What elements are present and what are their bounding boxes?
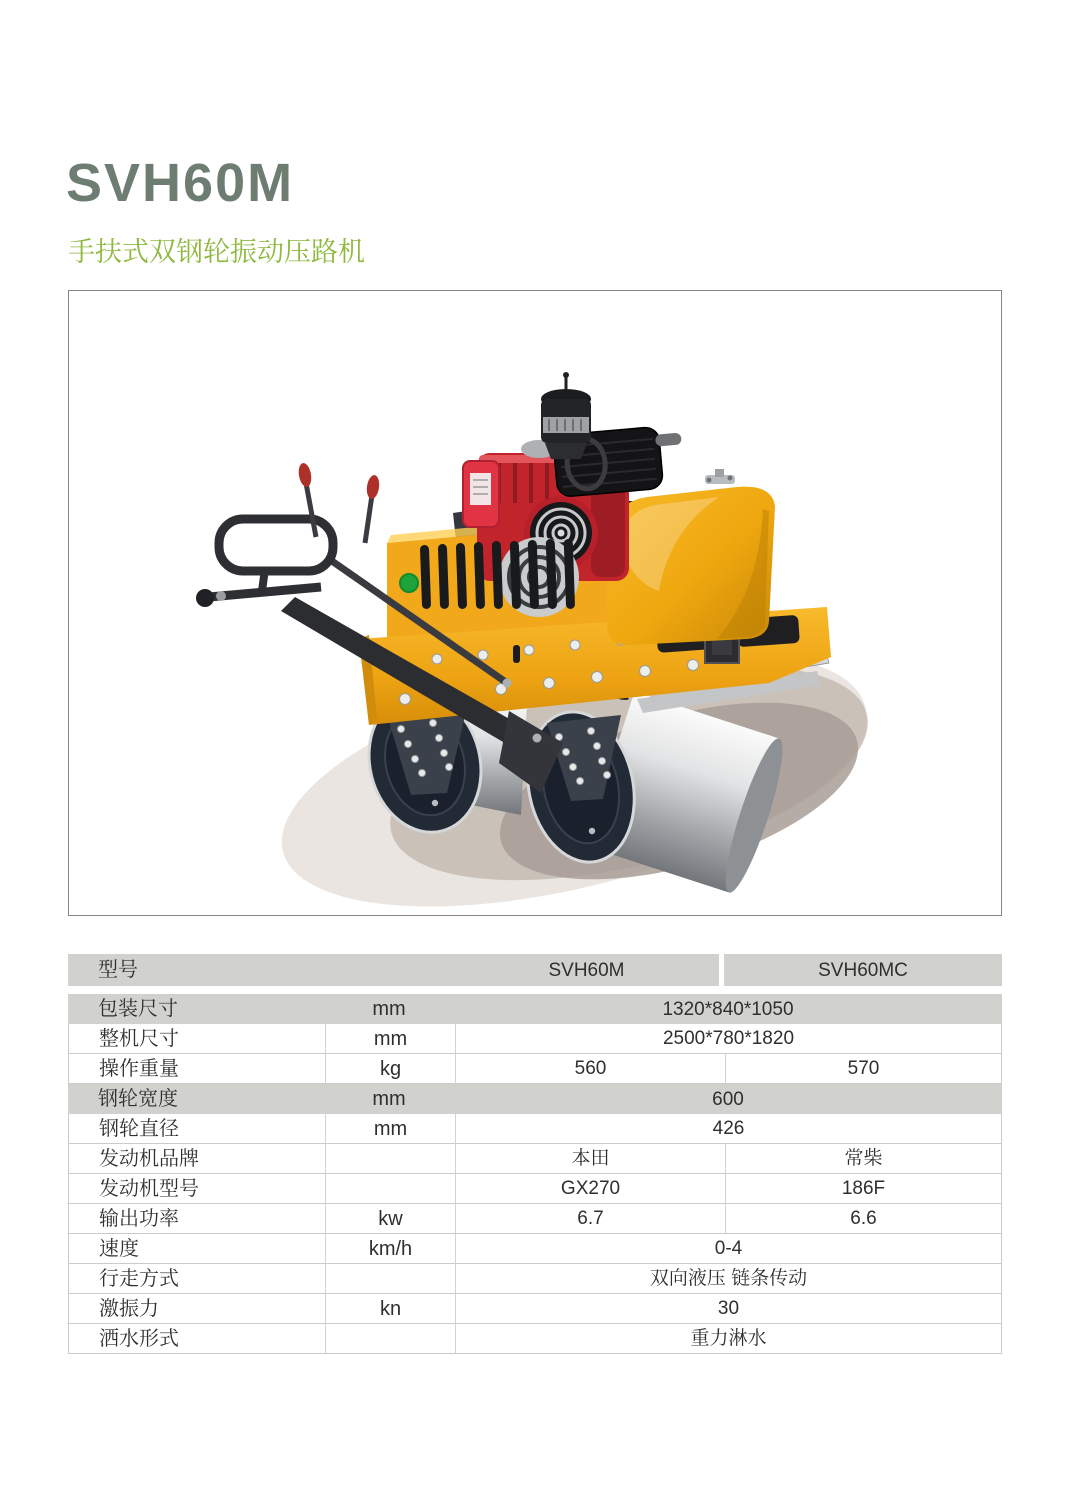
tank-fitting [705, 469, 735, 484]
spec-label: 洒水形式 [99, 1327, 179, 1350]
engine-side-tank [463, 461, 499, 527]
spec-label: 输出功率 [99, 1207, 179, 1230]
spec-label: 钢轮宽度 [98, 1088, 178, 1110]
spec-row-engine-brand [68, 1144, 1002, 1174]
spec-unit: mm [372, 998, 406, 1020]
spec-unit: kn [325, 1294, 455, 1323]
spec-label: 型号 [98, 959, 138, 981]
spec-unit: km/h [325, 1234, 455, 1263]
spec-label: 包装尺寸 [98, 998, 178, 1020]
page-title: SVH60M [66, 153, 295, 213]
spec-row-travel-mode [68, 1264, 1002, 1294]
spec-unit [325, 1144, 455, 1173]
spec-row-overall-size [68, 1024, 1002, 1054]
spec-label: 激振力 [99, 1297, 159, 1320]
spec-unit [325, 1174, 455, 1203]
spec-row-exciting-force [68, 1294, 1002, 1324]
green-start-button [400, 574, 418, 592]
model-column-svh60m: SVH60M [454, 954, 724, 986]
spec-row-speed [68, 1234, 1002, 1264]
spec-value-svh60m: 560 [455, 1054, 725, 1083]
spec-unit [325, 1264, 455, 1293]
control-levers [297, 462, 381, 543]
spec-row-sprinkling-type [68, 1324, 1002, 1354]
air-cleaner-stack [541, 372, 591, 459]
spec-table [68, 954, 1002, 1354]
vent-grille [420, 537, 579, 617]
spec-value: 600 [712, 1088, 744, 1110]
spec-value-svh60m: 6.7 [455, 1204, 725, 1233]
spec-unit: mm [325, 1024, 455, 1053]
spec-label: 操作重量 [99, 1057, 179, 1080]
spec-value: 2500*780*1820 [455, 1024, 1001, 1053]
spec-label: 钢轮直径 [99, 1117, 179, 1140]
spec-unit: mm [372, 1088, 406, 1110]
spec-label: 速度 [99, 1237, 139, 1260]
spec-value-svh60m: GX270 [455, 1174, 725, 1203]
fuel-tank [607, 469, 775, 645]
spec-unit: kw [325, 1204, 455, 1233]
spec-unit [325, 1324, 455, 1353]
spec-value-svh60mc: 6.6 [725, 1204, 1001, 1233]
spec-row-operating-weight [68, 1054, 1002, 1084]
spec-row-package-size [68, 994, 1002, 1024]
spec-header-row [68, 954, 1002, 986]
spec-label: 发动机型号 [99, 1177, 199, 1200]
spec-unit: kg [325, 1054, 455, 1083]
spec-value-svh60mc: 常柴 [725, 1144, 1001, 1173]
spec-value: 0-4 [455, 1234, 1001, 1263]
spec-value-svh60mc: 186F [725, 1174, 1001, 1203]
page-subtitle: 手扶式双钢轮振动压路机 [68, 237, 365, 267]
spec-label: 整机尺寸 [99, 1027, 179, 1050]
spec-value-svh60mc: 570 [725, 1054, 1001, 1083]
spec-value: 重力淋水 [455, 1324, 1001, 1353]
spec-row-output-power [68, 1204, 1002, 1234]
spec-value: 1320*840*1050 [662, 998, 794, 1020]
spec-unit: mm [325, 1114, 455, 1143]
spec-row-drum-diameter [68, 1114, 1002, 1144]
spec-value: 426 [455, 1114, 1001, 1143]
spec-row-drum-width [68, 1084, 1002, 1114]
product-photo-road-roller [69, 291, 1001, 915]
spec-value: 双向液压 链条传动 [455, 1264, 1001, 1293]
spec-value-svh60m: 本田 [455, 1144, 725, 1173]
spec-label: 行走方式 [99, 1267, 179, 1290]
spec-label: 发动机品牌 [99, 1147, 199, 1170]
spec-row-engine-model [68, 1174, 1002, 1204]
model-column-svh60mc: SVH60MC [818, 959, 908, 981]
product-photo-frame [68, 290, 1002, 916]
spec-value: 30 [455, 1294, 1001, 1323]
